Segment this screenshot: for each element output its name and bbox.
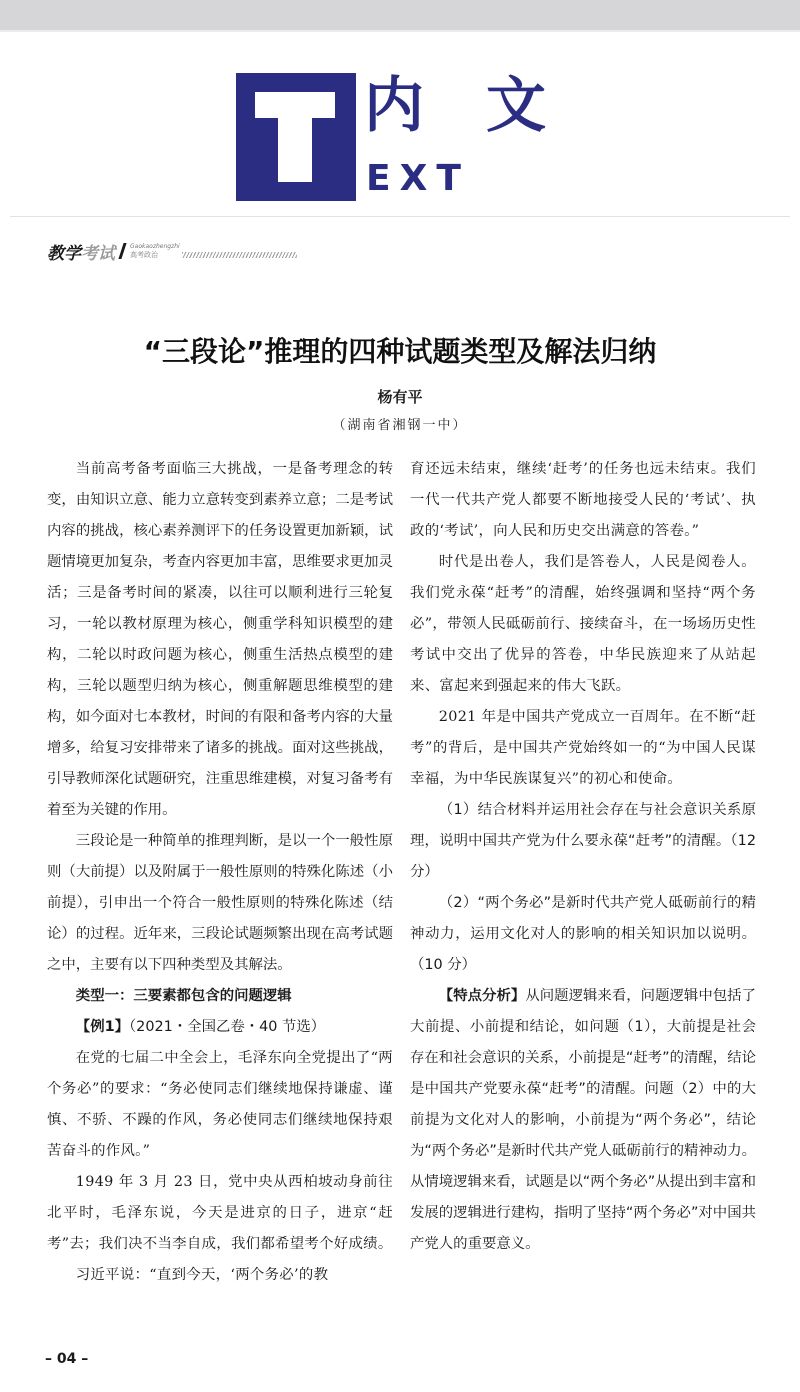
analysis-text: 从问题逻辑来看，问题逻辑中包括了大前提、小前提和结论，如问题（1），大前提是社会存在和社会意识的关系，小前提是“赶考”的清醒，结论是中国共产党要永葆“赶考”的清醒。问题（2）中的大前提为文化对人的影响，小前提为“两个务必”，结论为“两个务必”是新时代共产党人砥砺前行的精神动力。从情境逻辑来看，试题是以“两个务必”从提出到丰富和发展的逻辑进行建构，指明了坚持“两个务必”对中国共产党人的重要意义。	[410, 988, 756, 1252]
logo-english-text: EXT	[366, 158, 470, 199]
column-tag-sub-cn: 高考政治	[130, 251, 158, 259]
logo-t-letter-bar	[255, 92, 335, 118]
right-column	[410, 454, 756, 1260]
logo-chinese-title	[364, 58, 548, 144]
question-1: （1）结合材料并运用社会存在与社会意识关系原理，说明中国共产党为什么要永葆“赶考”的清醒。（12 分）	[410, 802, 756, 880]
analysis-paragraph	[410, 981, 756, 1260]
logo-t-letter-stem	[278, 118, 312, 182]
column-tag	[47, 240, 297, 262]
column-tag-hatch	[182, 252, 297, 258]
article-title: “三段论”推理的四种试题类型及解法归纳	[143, 335, 657, 368]
left-column	[47, 454, 393, 1291]
page-number: – 04 –	[45, 1351, 89, 1367]
logo-t-block	[236, 73, 356, 201]
column-tag-subtitle	[130, 243, 180, 259]
left-paragraph-intro: 当前高考备考面临三大挑战，一是备考理念的转变，由知识立意、能力立意转变到素养立意；二是考试内容的挑战，核心素养测评下的任务设置更加新颖，试题情境更加复杂，考查内容更加丰富，思维要求更加灵活；三是备考时间的紧凑，以往可以顺利进行三轮复习，一轮以教材原理为核心，侧重学科知识模型的建构，二轮以时政问题为核心，侧重生活热点模型的建构，三轮以题型归纳为核心，侧重解题思维模型的建构，如今面对七本教材，时间的有限和备考内容的大量增多，给复习安排带来了诸多的挑战。面对这些挑战，引导教师深化试题研究，注重思维建模，对复习备考有着至为关键的作用。	[47, 461, 393, 818]
header-divider	[10, 216, 790, 217]
column-tag-part1: 教学	[47, 243, 81, 264]
material-paragraph-2: 1949 年 3 月 23 日，党中央从西柏坡动身前往北平时，毛泽东说，今天是进京的日子，进京“赶考”去；我们决不当李自成，我们都希望考个好成绩。	[47, 1174, 393, 1252]
analysis-label: 【特点分析】	[438, 988, 526, 1004]
example-source: （2021・全国乙卷・40 节选）	[128, 1019, 326, 1035]
example-label: 【例1】	[75, 1019, 129, 1035]
material-paragraph-3: 习近平说：“直到今天，‘两个务必’的教	[75, 1267, 329, 1283]
top-gray-band	[0, 0, 800, 30]
example-1-line	[47, 1012, 393, 1043]
column-tag-slash	[118, 243, 126, 259]
top-band-rule	[0, 30, 800, 32]
material-paragraph-1: 在党的七届二中全会上，毛泽东向全党提出了“两个务必”的要求：“务必使同志们继续地保持谦虚、谨慎、不骄、不躁的作风，务必使同志们继续地保持艰苦奋斗的作风。”	[47, 1050, 393, 1159]
material-paragraph-5: 2021 年是中国共产党成立一百周年。在不断“赶考”的背后，是中国共产党始终如一的“为中国人民谋幸福，为中华民族谋复兴”的初心和使命。	[410, 709, 756, 787]
question-2: （2）“两个务必”是新时代共产党人砥砺前行的精神动力，运用文化对人的影响的相关知识加以说明。（10 分）	[410, 895, 756, 973]
material-paragraph-4: 时代是出卷人，我们是答卷人，人民是阅卷人。我们党永葆“赶考”的清醒，始终强调和坚持“两个务必”，带领人民砥砺前行、接续奋斗，在一场场历史性考试中交出了优异的答卷，中华民族迎来了从站起来、富起来到强起来的伟大飞跃。	[410, 554, 756, 694]
logo-char-wen: 文	[486, 71, 548, 141]
logo-char-nei: 内	[364, 71, 426, 141]
article-affiliation: （湖南省湘钢一中）	[332, 418, 468, 433]
article-author: 杨有平	[377, 388, 423, 406]
column-tag-pinyin: Gaokaozhengzhi	[130, 243, 180, 250]
left-paragraph-syllogism: 三段论是一种简单的推理判断，是以一个一般性原则（大前提）以及附属于一般性原则的特殊化陈述（小前提），引申出一个符合一般性原则的特殊化陈述（结论）的过程。近年来，三段论试题频繁出现在高考试题之中，主要有以下四种类型及其解法。	[47, 833, 393, 973]
material-paragraph-3-cont: 育还远未结束，继续‘赶考’的任务也远未结束。我们一代一代共产党人都要不断地接受人民的‘考试’、执政的‘考试’，向人民和历史交出满意的答卷。”	[410, 461, 756, 539]
column-tag-part2: 考试	[81, 243, 115, 264]
section-heading-type1: 类型一：三要素都包含的问题逻辑	[75, 988, 292, 1004]
